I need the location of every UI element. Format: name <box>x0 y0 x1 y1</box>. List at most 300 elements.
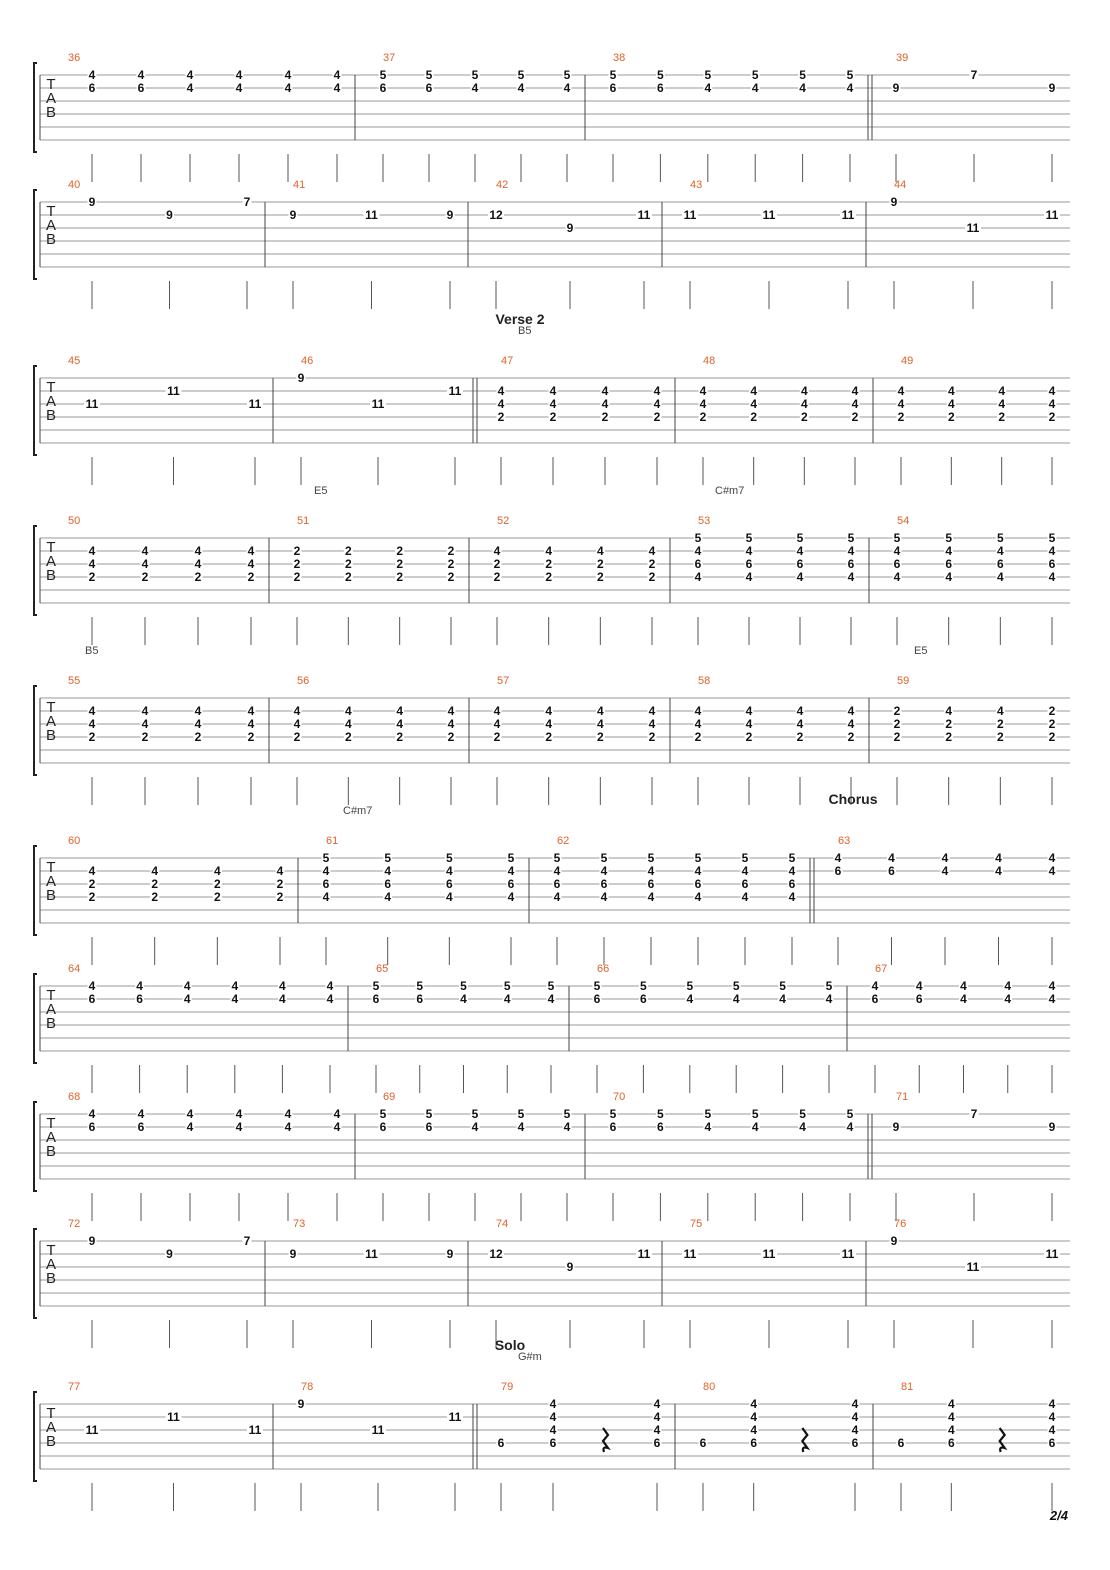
measure <box>847 963 1057 1093</box>
fret-number: 6 <box>445 877 453 891</box>
beat <box>364 1247 380 1348</box>
fret-number: 5 <box>893 531 901 545</box>
fret-number: 5 <box>563 1107 571 1121</box>
fret-number: 4 <box>694 717 702 731</box>
measure-number: 63 <box>838 835 851 847</box>
fret-number: 11 <box>1045 1247 1059 1261</box>
beat <box>213 864 222 965</box>
beat <box>137 1107 146 1221</box>
fret-number: 2 <box>447 730 455 744</box>
beat <box>893 531 902 645</box>
measure-number: 53 <box>698 515 711 527</box>
tab-system <box>34 311 1070 485</box>
beat <box>183 979 192 1093</box>
measure <box>355 52 572 182</box>
measure <box>468 1218 652 1348</box>
measure <box>585 1091 855 1221</box>
fret-number: 5 <box>563 68 571 82</box>
fret-number: 11 <box>683 208 697 222</box>
measure-number: 55 <box>68 675 81 687</box>
fret-number: 4 <box>88 979 96 993</box>
beat <box>1003 979 1012 1093</box>
fret-number: 4 <box>750 1423 758 1437</box>
measure <box>265 1218 455 1348</box>
fret-number: 2 <box>447 570 455 584</box>
tab-clef-letter: T <box>46 699 56 716</box>
fret-number: 4 <box>699 384 707 398</box>
fret-number: 4 <box>231 979 239 993</box>
measure <box>585 52 855 182</box>
measure <box>348 963 556 1093</box>
beat <box>825 979 834 1093</box>
beat <box>544 704 553 805</box>
beat <box>165 1247 174 1348</box>
tab-clef-letter: A <box>45 1419 57 1436</box>
beat <box>897 1436 906 1511</box>
beat <box>194 704 203 805</box>
rest-symbol <box>603 1428 608 1452</box>
beat <box>798 1107 807 1221</box>
beat <box>699 1436 708 1511</box>
beat <box>1048 1397 1057 1511</box>
measure <box>468 179 652 309</box>
fret-number: 2 <box>653 410 661 424</box>
tab-system <box>34 645 1070 805</box>
fret-number: 4 <box>279 979 286 993</box>
fret-number: 4 <box>186 1120 194 1134</box>
measure-number: 57 <box>497 675 510 687</box>
fret-number: 4 <box>553 890 561 904</box>
beat <box>243 195 252 309</box>
fret-number: 5 <box>846 68 854 82</box>
tab-clef-letter: B <box>45 727 57 744</box>
beat <box>699 384 708 485</box>
fret-number: 6 <box>847 557 855 571</box>
fret-number: 4 <box>893 570 901 584</box>
fret-number: 5 <box>384 851 392 865</box>
fret-number: 6 <box>88 1120 96 1134</box>
fret-number: 2 <box>151 877 159 891</box>
fret-number: 4 <box>600 864 608 878</box>
tab-clef-letter: B <box>45 1433 57 1450</box>
beat <box>425 1107 434 1221</box>
measure-number: 46 <box>301 355 314 367</box>
fret-number: 9 <box>890 1234 898 1248</box>
fret-number: 4 <box>653 384 661 398</box>
fret-number: 4 <box>471 81 479 95</box>
fret-number: 4 <box>745 717 753 731</box>
beat <box>370 1423 386 1511</box>
tab-clef-letter: A <box>45 1001 57 1018</box>
measure <box>273 355 463 485</box>
measure <box>469 675 657 805</box>
beat <box>653 1397 662 1511</box>
beat <box>235 68 244 182</box>
fret-number: 6 <box>416 992 424 1006</box>
fret-number: 4 <box>1048 1410 1056 1424</box>
tab-clef-letter: A <box>45 90 57 107</box>
fret-number: 4 <box>960 979 967 993</box>
measure <box>662 179 856 309</box>
beat <box>322 851 331 965</box>
fret-number: 2 <box>194 570 202 584</box>
fret-number: 5 <box>647 851 655 865</box>
fret-number: 4 <box>137 68 145 82</box>
beat <box>593 979 602 1093</box>
fret-number: 2 <box>396 730 404 744</box>
beat <box>566 1260 575 1348</box>
measure <box>670 485 856 645</box>
fret-number: 6 <box>888 864 895 878</box>
beat <box>1048 81 1057 182</box>
fret-number: 4 <box>596 704 604 718</box>
fret-number: 4 <box>194 704 202 718</box>
fret-number: 4 <box>846 1120 854 1134</box>
fret-number: 4 <box>396 717 404 731</box>
fret-number: 5 <box>996 531 1004 545</box>
beat <box>293 544 302 645</box>
beat <box>609 1107 618 1221</box>
fret-number: 4 <box>447 704 455 718</box>
beat <box>88 1107 97 1221</box>
fret-number: 2 <box>800 410 808 424</box>
beat <box>600 851 609 965</box>
fret-number: 6 <box>893 557 901 571</box>
beat <box>1044 1247 1060 1348</box>
fret-number: 4 <box>384 864 392 878</box>
fret-number: 4 <box>88 68 96 82</box>
measure <box>68 52 342 182</box>
measure-number: 64 <box>68 963 81 975</box>
fret-number: 5 <box>694 531 702 545</box>
fret-number: 6 <box>851 1436 859 1450</box>
fret-number: 6 <box>425 81 433 95</box>
beat <box>88 864 97 965</box>
measure-number: 72 <box>68 1218 81 1230</box>
tab-clef-letter: T <box>46 1242 56 1259</box>
fret-number: 4 <box>151 864 159 878</box>
measure <box>473 1351 662 1511</box>
fret-number: 4 <box>647 890 655 904</box>
fret-number: 4 <box>547 992 555 1006</box>
fret-number: 4 <box>141 557 149 571</box>
beat <box>893 704 902 805</box>
fret-number: 4 <box>186 81 194 95</box>
beat <box>297 1397 306 1511</box>
fret-number: 4 <box>507 864 515 878</box>
fret-number: 4 <box>995 864 1002 878</box>
measure-number: 50 <box>68 515 81 527</box>
tab-system <box>34 963 1070 1093</box>
system-bracket <box>34 1392 37 1481</box>
fret-number: 4 <box>545 704 553 718</box>
fret-number: 9 <box>289 208 297 222</box>
beat <box>247 544 256 645</box>
system-bracket <box>34 526 37 615</box>
fret-number: 6 <box>609 1120 617 1134</box>
measure <box>868 52 1057 182</box>
fret-number: 4 <box>995 851 1002 865</box>
fret-number: 11 <box>762 208 776 222</box>
fret-number: 4 <box>788 890 796 904</box>
fret-number: 4 <box>945 704 953 718</box>
beat <box>549 384 558 485</box>
fret-number: 2 <box>893 730 901 744</box>
fret-number: 4 <box>996 704 1004 718</box>
measure <box>675 1381 860 1511</box>
fret-number: 4 <box>322 890 330 904</box>
fret-number: 11 <box>966 221 980 235</box>
beat <box>84 1423 100 1511</box>
system-bracket <box>34 974 37 1063</box>
beat <box>1048 531 1057 645</box>
measure <box>810 835 1057 965</box>
measure-number: 78 <box>301 1381 314 1393</box>
fret-number: 6 <box>647 877 655 891</box>
fret-number: 4 <box>186 1107 194 1121</box>
fret-number: 4 <box>293 717 301 731</box>
fret-number: 4 <box>648 544 656 558</box>
measure <box>298 805 516 965</box>
beat <box>497 1436 506 1511</box>
fret-number: 6 <box>593 992 601 1006</box>
fret-number: 4 <box>235 68 243 82</box>
fret-number: 4 <box>471 1120 479 1134</box>
fret-number: 5 <box>704 68 712 82</box>
beat <box>745 531 754 645</box>
fret-number: 4 <box>344 717 352 731</box>
fret-number: 4 <box>846 81 854 95</box>
tab-clef-letter: B <box>45 231 57 248</box>
measure-number: 79 <box>501 1381 514 1393</box>
fret-number: 5 <box>416 979 424 993</box>
tab-clef-letter: T <box>46 76 56 93</box>
beat <box>694 704 703 805</box>
fret-number: 4 <box>694 704 702 718</box>
beat <box>344 704 353 805</box>
fret-number: 4 <box>247 717 255 731</box>
fret-number: 4 <box>136 979 143 993</box>
fret-number: 6 <box>507 877 515 891</box>
fret-number: 2 <box>447 557 455 571</box>
fret-number: 4 <box>326 979 334 993</box>
measure-number: 76 <box>894 1218 907 1230</box>
fret-number: 5 <box>745 531 753 545</box>
fret-number: 4 <box>799 1120 806 1134</box>
beat <box>289 208 298 309</box>
measure <box>68 179 252 309</box>
fret-number: 5 <box>600 851 608 865</box>
fret-number: 6 <box>549 1436 557 1450</box>
fret-number: 5 <box>517 68 525 82</box>
fret-number: 4 <box>653 1423 661 1437</box>
fret-number: 4 <box>517 81 525 95</box>
beat <box>751 1107 760 1221</box>
measure-number: 37 <box>383 52 396 64</box>
beat <box>415 979 424 1093</box>
fret-number: 2 <box>247 570 255 584</box>
fret-number: 4 <box>847 717 855 731</box>
beat <box>846 1107 855 1221</box>
beat <box>890 1234 899 1348</box>
measure <box>68 515 256 645</box>
fret-number: 4 <box>1048 992 1056 1006</box>
beat <box>446 208 455 309</box>
fret-number: 4 <box>653 1410 661 1424</box>
fret-number: 4 <box>745 704 753 718</box>
fret-number: 2 <box>847 730 855 744</box>
fret-number: 4 <box>851 1397 859 1411</box>
fret-number: 9 <box>166 1247 173 1261</box>
beat <box>778 979 787 1093</box>
beat <box>278 979 287 1093</box>
fret-number: 4 <box>851 384 859 398</box>
beat <box>944 704 953 805</box>
measure-number: 44 <box>894 179 907 191</box>
measure-number: 71 <box>896 1091 909 1103</box>
fret-number: 11 <box>448 1410 462 1424</box>
measure <box>68 1218 252 1348</box>
fret-number: 4 <box>825 992 833 1006</box>
fret-number: 5 <box>788 851 796 865</box>
beat <box>471 68 480 182</box>
measure <box>670 675 856 805</box>
fret-number: 4 <box>741 864 749 878</box>
tab-system <box>34 179 1070 309</box>
fret-number: 4 <box>549 397 557 411</box>
measure <box>355 1091 572 1221</box>
beat <box>563 68 572 182</box>
section-label: Verse 2 <box>495 311 545 327</box>
fret-number: 5 <box>846 1107 854 1121</box>
fret-number: 4 <box>183 992 191 1006</box>
beat <box>517 68 526 182</box>
fret-number: 2 <box>493 557 501 571</box>
beat <box>1048 979 1057 1093</box>
fret-number: 5 <box>425 68 433 82</box>
fret-number: 4 <box>945 544 953 558</box>
fret-number: 4 <box>183 979 191 993</box>
beat <box>656 68 665 182</box>
fret-number: 4 <box>751 81 759 95</box>
measure-number: 65 <box>376 963 389 975</box>
beat <box>694 531 703 645</box>
fret-number: 6 <box>915 992 923 1006</box>
fret-number: 11 <box>637 208 651 222</box>
fret-number: 4 <box>945 570 953 584</box>
beat <box>344 544 353 645</box>
fret-number: 4 <box>284 68 292 82</box>
beat <box>892 81 901 182</box>
fret-number: 4 <box>851 397 859 411</box>
beat <box>135 979 144 1093</box>
fret-number: 2 <box>1048 717 1056 731</box>
fret-number: 6 <box>88 81 96 95</box>
beat <box>333 68 342 182</box>
beat <box>293 704 302 805</box>
tab-clef-letter: B <box>45 887 57 904</box>
fret-number: 11 <box>1045 208 1059 222</box>
fret-number: 4 <box>947 397 955 411</box>
fret-number: 4 <box>460 992 467 1006</box>
beat <box>563 1107 572 1221</box>
fret-number: 4 <box>648 704 656 718</box>
fret-number: 4 <box>996 544 1004 558</box>
measure <box>68 1091 342 1221</box>
beat <box>247 704 256 805</box>
beat <box>333 1107 342 1221</box>
beat <box>761 208 777 309</box>
fret-number: 4 <box>796 704 804 718</box>
fret-number: 4 <box>897 397 905 411</box>
fret-number: 2 <box>596 570 604 584</box>
beat <box>459 979 468 1093</box>
beat <box>1048 1120 1057 1221</box>
beat <box>503 979 512 1093</box>
fret-number: 4 <box>699 397 707 411</box>
fret-number: 2 <box>293 544 301 558</box>
fret-number: 4 <box>1048 544 1056 558</box>
fret-number: 6 <box>897 1436 905 1450</box>
beat <box>165 208 174 309</box>
tab-clef-letter: A <box>45 217 57 234</box>
fret-number: 11 <box>365 208 378 222</box>
fret-number: 4 <box>88 717 96 731</box>
fret-number: 6 <box>945 557 953 571</box>
beat <box>682 208 698 309</box>
beat <box>596 544 605 645</box>
beat <box>447 544 456 645</box>
fret-number: 5 <box>460 979 467 993</box>
fret-number: 4 <box>750 384 758 398</box>
fret-number: 4 <box>141 544 149 558</box>
fret-number: 5 <box>372 979 380 993</box>
fret-number: 2 <box>247 730 255 744</box>
fret-number: 4 <box>497 384 505 398</box>
fret-number: 6 <box>657 81 664 95</box>
chord-name: E5 <box>914 645 928 657</box>
fret-number: 2 <box>945 730 953 744</box>
measure-number: 73 <box>293 1218 306 1230</box>
fret-number: 4 <box>596 544 604 558</box>
fret-number: 5 <box>686 979 694 993</box>
beat <box>636 208 652 309</box>
beat <box>230 979 239 1093</box>
measure-number: 74 <box>496 1218 509 1230</box>
fret-number: 4 <box>445 890 453 904</box>
fret-number: 4 <box>1048 851 1056 865</box>
fret-number: 6 <box>745 557 753 571</box>
beat <box>84 397 100 485</box>
measure <box>873 355 1057 485</box>
tab-system <box>34 1091 1070 1221</box>
fret-number: 4 <box>545 544 553 558</box>
measure-number: 59 <box>897 675 910 687</box>
beat <box>447 384 463 485</box>
beat <box>851 1397 860 1511</box>
fret-number: 4 <box>137 1107 145 1121</box>
tab-clef-letter: B <box>45 1143 57 1160</box>
fret-number: 11 <box>85 1423 99 1437</box>
beat <box>798 68 807 182</box>
beat <box>284 1107 293 1221</box>
beat <box>970 1107 979 1221</box>
fret-number: 4 <box>851 1410 859 1424</box>
fret-number: 4 <box>1048 979 1056 993</box>
fret-number: 2 <box>293 570 301 584</box>
system-bracket <box>34 63 37 152</box>
tab-clef-letter: B <box>45 407 57 424</box>
